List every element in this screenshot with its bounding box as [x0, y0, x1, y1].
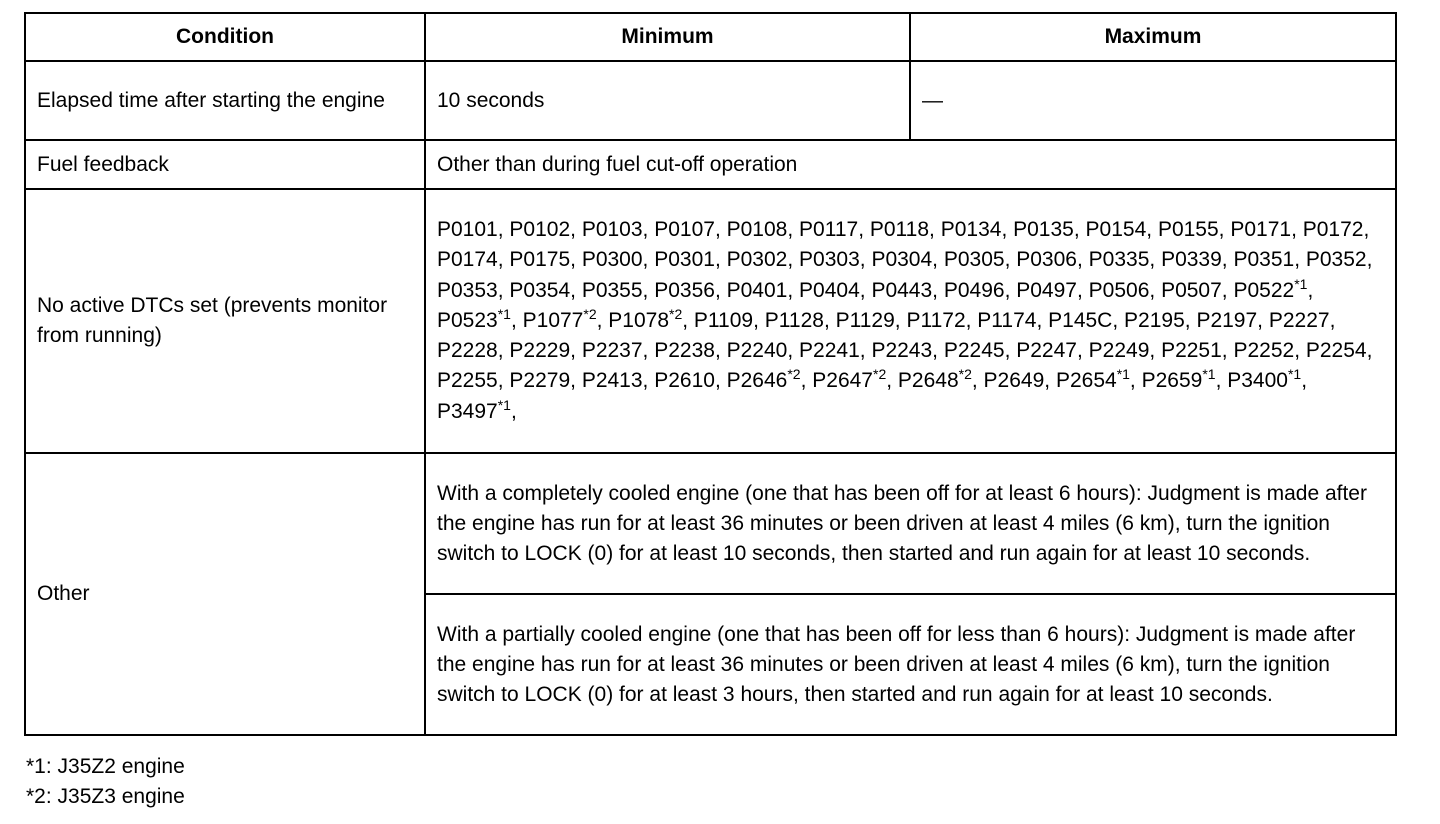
dtc-code: P0118	[869, 218, 930, 242]
dtc-code: P2247	[1016, 339, 1077, 363]
dtc-code: P2648$^{*2}$	[897, 366, 972, 393]
dtc-code: P0135	[1013, 218, 1074, 242]
dtc-footnote-ref: *2	[787, 366, 801, 383]
footnote-1: *1: J35Z2 engine	[26, 755, 185, 778]
dtc-code: P2413	[581, 369, 643, 393]
dtc-code: P1172	[906, 308, 966, 332]
dtc-code: P2251	[1161, 339, 1222, 363]
dtc-code: P2229	[509, 339, 571, 363]
row-other-full-cool	[25, 453, 1396, 594]
elapsed-maximum: —	[910, 61, 1396, 140]
dtc-code: P0351	[1233, 248, 1295, 272]
dtc-code: P0107	[654, 218, 715, 242]
dtc-code: P2241	[799, 339, 860, 363]
dtc-code: P2254	[1305, 339, 1367, 363]
other-full-cool: With a completely cooled engine (one that has been off for at least 6 hours): Judgment is made after the engine has run for at least 36 minutes or been driven at least 4 miles (6 km), turn the ignition switch to LOCK (0) for at least 10 seconds, then started and run again for at least 10 seconds.	[425, 453, 1396, 594]
dtc-code: P2238	[654, 339, 715, 363]
dtc-code: P0356	[654, 278, 715, 302]
dtc-code: P2252	[1233, 339, 1295, 363]
dtc-code: P2240	[726, 339, 788, 363]
dtc-code: P0523$^{*1}$	[437, 305, 511, 332]
dtc-code: P0134	[940, 218, 1002, 242]
dtc-code: P0172	[1302, 218, 1364, 242]
dtc-code: P3497$^{*1}$	[437, 396, 511, 423]
dtc-code: P0339	[1161, 248, 1222, 272]
header-maximum: Maximum	[910, 13, 1396, 61]
dtc-code: P0443	[871, 278, 933, 302]
dtc-code-list: P0101, P0102, P0103, P0107, P0108, P0117, P0118, P0134, P0135, P0154, P0155, P0171, P0172, P0174, P0175, P0300, P0301, P0302, P0303, P0304, P0305, P0306, P0335, P0339, P0351, P0352, P0353, P0354, P0355, P0356, P0401, P0404, P0443, P0496, P0497, P0506, P0507, P0522$^{*1}$, P0523$^{*1}$, P1077$^{*2}$, P1078$^{*2}$, P1109, P1128, P1129, P1172, P1174, P145C, P2195, P2197, P2227, P2228, P2229, P2237, P2238, P2240, P2241, P2243, P2245, P2247, P2249, P2251, P2252, P2254, P2255, P2279, P2413, P2610, P2646$^{*2}$, P2647$^{*2}$, P2648$^{*2}$, P2649, P2654$^{*1}$, P2659$^{*1}$, P3400$^{*1}$, P3497$^{*1}$,	[425, 189, 1396, 453]
dtc-code: P2654$^{*1}$	[1055, 366, 1130, 393]
dtc-footnote-ref: *1	[497, 305, 511, 322]
dtc-code: P1128	[764, 308, 824, 332]
dtc-code: P0355	[581, 278, 643, 302]
dtc-footnote-ref: *1	[1202, 366, 1216, 383]
dtc-footnote-ref: *2	[669, 305, 683, 322]
dtc-code: P0335	[1088, 248, 1150, 272]
dtc-code: P2243	[871, 339, 933, 363]
dtc-footnote-ref: *1	[497, 396, 511, 413]
dtc-code: P2195	[1124, 308, 1185, 332]
dtc-footnote-ref: *2	[583, 305, 597, 322]
dtc-footnote-ref: *1	[1294, 275, 1308, 292]
dtc-code: P0103	[581, 218, 643, 242]
fuel-value: Other than during fuel cut-off operation	[425, 140, 1396, 189]
dtc-code: P2647$^{*2}$	[812, 366, 887, 393]
fuel-condition: Fuel feedback	[25, 140, 425, 189]
dtc-footnote-ref: *2	[958, 366, 972, 383]
dtc-code: P0101	[437, 218, 498, 242]
dtc-code: P0404	[799, 278, 860, 302]
dtc-code: P2646$^{*2}$	[726, 366, 801, 393]
other-condition: Other	[25, 453, 425, 735]
dtc-footnote-ref: *2	[873, 366, 887, 383]
dtc-code: P0496	[943, 278, 1005, 302]
dtc-code: P0302	[726, 248, 788, 272]
dtc-code: P1174	[977, 308, 1037, 332]
dtc-code: P2228	[437, 339, 498, 363]
dtc-condition: No active DTCs set (prevents monitor from running)	[25, 189, 425, 453]
row-elapsed-time	[25, 61, 1396, 140]
dtc-code: P0304	[871, 248, 933, 272]
dtc-code: P0102	[509, 218, 571, 242]
dtc-code: P0303	[799, 248, 860, 272]
dtc-code: P145C	[1048, 308, 1113, 332]
dtc-code: P0174	[437, 248, 498, 272]
header-condition: Condition	[25, 13, 425, 61]
dtc-code: P1078$^{*2}$	[608, 305, 683, 332]
dtc-code: P0117	[799, 218, 859, 242]
dtc-code: P0506	[1088, 278, 1150, 302]
dtc-code: P3400$^{*1}$	[1227, 366, 1302, 393]
other-partial-cool: With a partially cooled engine (one that has been off for less than 6 hours): Judgment is made after the engine has run for at least 36 minutes or been driven at least 4 miles (6 km), turn the ignition switch to LOCK (0) for at least 3 hours, then started and run again for at least 10 seconds.	[425, 594, 1396, 735]
footnotes	[26, 752, 185, 812]
dtc-code: P2255	[437, 369, 498, 393]
elapsed-minimum: 10 seconds	[425, 61, 910, 140]
dtc-code: P0300	[581, 248, 643, 272]
dtc-code: P0401	[726, 278, 788, 302]
conditions-table	[24, 12, 1397, 736]
dtc-code: P0155	[1157, 218, 1219, 242]
dtc-code: P2237	[581, 339, 643, 363]
dtc-code: P0354	[509, 278, 571, 302]
row-no-active-dtcs	[25, 189, 1396, 453]
dtc-code: P1109	[693, 308, 754, 332]
dtc-code: P2279	[509, 369, 571, 393]
dtc-code: P0301	[654, 248, 715, 272]
dtc-code: P1077$^{*2}$	[522, 305, 597, 332]
dtc-code: P0154	[1085, 218, 1147, 242]
dtc-code: P0175	[509, 248, 571, 272]
dtc-code: P0497	[1016, 278, 1077, 302]
elapsed-condition: Elapsed time after starting the engine	[25, 61, 425, 140]
dtc-code: P2659$^{*1}$	[1141, 366, 1216, 393]
dtc-code: P0305	[943, 248, 1005, 272]
dtc-code: P2649	[983, 369, 1045, 393]
dtc-footnote-ref: *1	[1287, 366, 1302, 383]
dtc-code: P0171	[1230, 218, 1292, 242]
dtc-code: P0507	[1161, 278, 1222, 302]
dtc-code: P2610	[654, 369, 715, 393]
dtc-code: P0353	[437, 278, 498, 302]
footnote-2: *2: J35Z3 engine	[26, 785, 185, 808]
row-fuel-feedback	[25, 140, 1396, 189]
dtc-code: P2197	[1196, 308, 1258, 332]
dtc-footnote-ref: *1	[1116, 366, 1130, 383]
dtc-code: P1129	[835, 308, 895, 332]
dtc-code: P0108	[726, 218, 788, 242]
dtc-code: P2249	[1088, 339, 1150, 363]
dtc-code: P0306	[1016, 248, 1077, 272]
header-row	[25, 13, 1396, 61]
dtc-code: P2245	[943, 339, 1005, 363]
dtc-code: P0522$^{*1}$	[1233, 275, 1308, 302]
dtc-code: P0352	[1305, 248, 1367, 272]
header-minimum: Minimum	[425, 13, 910, 61]
dtc-code: P2227	[1268, 308, 1330, 332]
